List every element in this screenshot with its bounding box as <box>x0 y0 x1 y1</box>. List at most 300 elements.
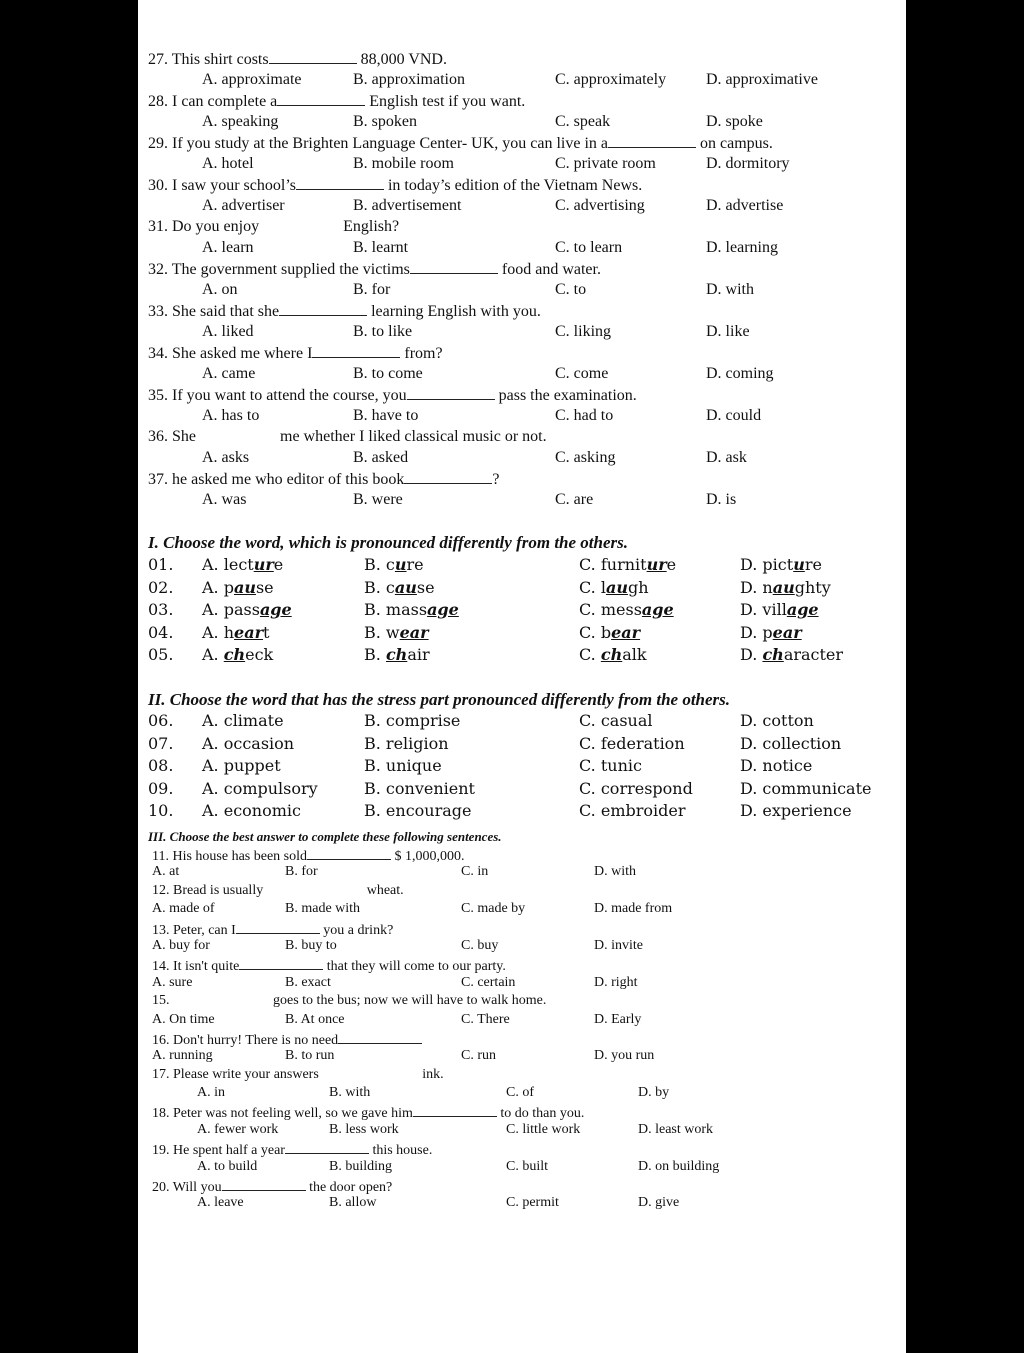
word-prefix: A. h <box>202 622 235 642</box>
pronunciation-row <box>148 578 888 601</box>
row-number: 07. <box>148 733 174 753</box>
question-line <box>148 344 888 365</box>
question-tail: the door open? <box>305 1180 393 1196</box>
answer-option[interactable]: C. private room <box>555 155 656 172</box>
question-tail: ink. <box>418 1066 444 1082</box>
underlined-sound: au <box>394 577 417 597</box>
word-prefix: C. <box>579 645 601 665</box>
answer-blank[interactable] <box>307 846 391 860</box>
pronunciation-row <box>148 600 888 623</box>
word-option[interactable] <box>202 600 292 619</box>
word-suffix: ghty <box>794 577 831 597</box>
answer-option[interactable]: D. coming <box>706 365 774 382</box>
word-suffix: e <box>273 555 284 574</box>
word-option[interactable] <box>579 600 674 619</box>
word-prefix: D. pict <box>740 555 794 574</box>
word-option[interactable] <box>202 578 274 597</box>
mc-section-27-37 <box>148 50 888 512</box>
part1-title: I. Choose the word, which is pronounced differently from the others. <box>148 533 628 552</box>
question-text <box>152 920 393 939</box>
question-line <box>148 176 888 197</box>
answer-option[interactable]: D. Early <box>594 1011 642 1027</box>
question-text <box>148 176 642 195</box>
options-line <box>148 197 888 218</box>
question-stem: 27. This shirt costs <box>148 51 269 68</box>
word-prefix: D. vill <box>740 600 787 620</box>
answer-option[interactable]: C. come <box>555 365 609 382</box>
answer-option[interactable]: C. There <box>461 1011 510 1027</box>
underlined-sound: ur <box>253 555 274 574</box>
answer-option[interactable]: A. On time <box>152 1011 215 1027</box>
answer-option[interactable]: B. to like <box>353 323 413 340</box>
question-stem: 20. Will you <box>152 1180 222 1196</box>
answer-blank[interactable] <box>608 134 696 148</box>
answer-option[interactable]: B. mobile room <box>353 155 454 172</box>
answer-option[interactable]: C. buy <box>461 937 499 953</box>
word-option[interactable]: A. compulsory <box>202 778 318 798</box>
answer-blank[interactable] <box>404 470 492 484</box>
options-line <box>148 155 888 176</box>
underlined-sound: au <box>605 577 628 597</box>
answer-option[interactable]: A. buy for <box>152 937 210 953</box>
word-prefix: A. pass <box>202 600 260 620</box>
word-prefix: C. l <box>579 577 606 597</box>
answer-option[interactable]: B. for <box>353 281 391 298</box>
answer-option[interactable]: A. made of <box>152 901 215 917</box>
answer-blank[interactable] <box>407 386 495 400</box>
pronunciation-row <box>148 623 888 646</box>
row-number: 09. <box>148 778 174 798</box>
underlined-sound: ch <box>385 645 408 665</box>
options-line <box>148 975 888 993</box>
question-stem: 15. <box>152 993 170 1009</box>
options-line <box>148 281 888 302</box>
answer-option[interactable]: B. less work <box>329 1121 399 1137</box>
answer-option[interactable]: A. in <box>197 1085 225 1101</box>
answer-option[interactable]: B. At once <box>285 1011 345 1027</box>
answer-blank[interactable] <box>269 50 357 64</box>
answer-option[interactable]: B. have to <box>353 407 419 424</box>
answer-option[interactable]: B. building <box>329 1158 393 1174</box>
options-line <box>148 1159 888 1177</box>
stress-row <box>148 734 888 757</box>
answer-option[interactable]: A. speaking <box>202 113 279 130</box>
word-option[interactable] <box>740 578 831 597</box>
question-text <box>148 50 447 69</box>
question-stem: 29. If you study at the Brighten Language Center- UK, you can live in a <box>148 135 608 152</box>
worksheet-page <box>138 0 906 1353</box>
question-text <box>148 92 525 111</box>
question-tail: to do than you. <box>496 1106 585 1122</box>
question-line <box>148 920 888 938</box>
word-prefix: B. c <box>364 555 395 574</box>
options-line <box>148 1085 888 1103</box>
word-option[interactable]: D. communicate <box>740 778 872 798</box>
answer-option[interactable]: C. approximately <box>555 71 667 88</box>
answer-option[interactable]: C. built <box>506 1158 549 1174</box>
answer-option[interactable]: C. are <box>555 491 594 508</box>
question-stem: 14. It isn't quite <box>152 959 240 975</box>
answer-option[interactable]: B. allow <box>329 1195 377 1211</box>
answer-option[interactable]: A. hotel <box>202 155 254 172</box>
question-line <box>148 1030 888 1048</box>
options-line <box>148 1012 888 1030</box>
answer-option[interactable]: A. advertiser <box>202 197 285 214</box>
stress-row <box>148 711 888 734</box>
question-line <box>148 428 888 449</box>
part3-items <box>148 846 888 1214</box>
word-option[interactable] <box>364 578 435 597</box>
row-number: 03. <box>148 600 174 620</box>
question-text <box>148 260 601 279</box>
answer-blank[interactable] <box>296 176 384 190</box>
answer-option[interactable]: D. invite <box>594 937 643 953</box>
question-line <box>148 1067 888 1085</box>
question-text <box>148 302 541 321</box>
answer-option[interactable]: D. advertise <box>706 197 784 214</box>
pronunciation-row <box>148 555 888 578</box>
options-line <box>148 1195 888 1213</box>
question-line <box>148 134 888 155</box>
answer-option[interactable]: B. for <box>285 864 318 880</box>
answer-option[interactable]: D. you run <box>594 1048 655 1064</box>
word-option[interactable] <box>740 555 822 574</box>
word-prefix: C. furnit <box>579 555 647 574</box>
word-prefix: B. mass <box>364 600 428 620</box>
stress-row <box>148 801 888 824</box>
answer-option[interactable]: D. is <box>706 491 737 508</box>
word-option[interactable] <box>202 623 269 642</box>
question-line <box>148 50 888 71</box>
word-prefix: C. b <box>579 622 612 642</box>
question-line <box>148 956 888 974</box>
word-option[interactable] <box>364 555 424 574</box>
question-text <box>152 1030 422 1049</box>
answer-option[interactable]: C. advertising <box>555 197 645 214</box>
question-text <box>152 846 465 865</box>
answer-option[interactable]: C. liking <box>555 323 612 340</box>
word-option[interactable]: D. cotton <box>740 711 814 730</box>
question-text <box>148 428 547 446</box>
question-text <box>152 883 404 899</box>
word-option[interactable] <box>364 645 430 664</box>
underlined-sound: age <box>786 600 819 620</box>
answer-option[interactable]: D. dormitory <box>706 155 790 172</box>
answer-option[interactable]: A. asks <box>202 449 250 466</box>
question-text <box>148 344 443 363</box>
word-prefix: A. <box>202 645 224 665</box>
underlined-sound: age <box>259 600 292 620</box>
word-suffix: t <box>263 622 270 642</box>
question-tail: learning English with you. <box>367 303 541 320</box>
question-text <box>152 1140 432 1159</box>
word-option[interactable] <box>740 645 843 664</box>
options-line <box>148 1122 888 1140</box>
answer-option[interactable]: B. to come <box>353 365 423 382</box>
part1-rows <box>148 555 888 668</box>
question-stem: 12. Bread is usually <box>152 882 264 898</box>
word-suffix: aracter <box>783 645 844 665</box>
question-stem: 30. I saw your school’s <box>148 177 296 194</box>
answer-option[interactable]: A. came <box>202 365 256 382</box>
question-tail: food and water. <box>497 261 601 278</box>
options-line <box>148 323 888 344</box>
word-option[interactable]: C. tunic <box>579 756 642 776</box>
answer-option[interactable]: A. at <box>152 864 180 880</box>
question-line <box>148 883 888 901</box>
word-option[interactable] <box>364 600 459 619</box>
underlined-sound: ch <box>600 645 623 665</box>
answer-option[interactable]: C. made by <box>461 901 526 917</box>
question-tail: 88,000 VND. <box>356 51 447 68</box>
word-option[interactable]: C. federation <box>579 733 685 753</box>
answer-option[interactable]: B. asked <box>353 449 409 466</box>
answer-option[interactable]: D. like <box>706 323 750 340</box>
question-line <box>148 1177 888 1195</box>
question-tail: pass the examination. <box>494 387 637 404</box>
underlined-sound: ur <box>646 555 667 574</box>
answer-option[interactable]: B. to run <box>285 1048 335 1064</box>
question-stem: 33. She said that she <box>148 303 280 320</box>
underlined-sound: age <box>641 600 674 620</box>
answer-blank[interactable] <box>413 1103 497 1117</box>
answer-option[interactable]: A. has to <box>202 407 260 424</box>
question-tail: ? <box>492 471 500 488</box>
answer-blank[interactable] <box>277 92 365 106</box>
word-option[interactable]: C. correspond <box>579 778 693 798</box>
answer-option[interactable]: C. speak <box>555 113 611 130</box>
row-number: 10. <box>148 801 174 821</box>
word-suffix: re <box>406 555 424 574</box>
word-option[interactable] <box>202 555 283 574</box>
question-text <box>148 218 399 236</box>
answer-option[interactable]: A. on <box>202 281 238 298</box>
question-stem: 37. he asked me who editor of this book <box>148 471 405 488</box>
answer-option[interactable]: D. learning <box>706 239 778 256</box>
word-option[interactable]: B. comprise <box>364 711 461 730</box>
word-option[interactable]: B. convenient <box>364 778 475 798</box>
answer-option[interactable]: B. learnt <box>353 239 409 256</box>
question-tail: $ 1,000,000. <box>391 849 465 864</box>
question-stem: 31. Do you enjoy <box>148 218 260 235</box>
pronunciation-row <box>148 645 888 668</box>
answer-option[interactable]: D. by <box>638 1085 670 1101</box>
underlined-sound: age <box>427 600 459 620</box>
answer-blank[interactable] <box>222 1177 306 1191</box>
word-option[interactable] <box>579 578 649 597</box>
answer-option[interactable]: D. approximative <box>706 71 818 88</box>
row-number: 04. <box>148 622 174 642</box>
answer-blank[interactable] <box>338 1030 422 1044</box>
answer-option[interactable]: C. to <box>555 281 587 298</box>
word-option[interactable]: C. embroider <box>579 801 686 821</box>
question-line <box>148 1140 888 1158</box>
word-prefix: D. p <box>740 622 773 642</box>
answer-option[interactable]: B. exact <box>285 974 331 990</box>
word-suffix: air <box>407 645 430 665</box>
question-stem: 36. She <box>148 428 196 445</box>
word-prefix: A. lect <box>202 555 254 574</box>
question-line <box>148 386 888 407</box>
question-text <box>152 993 546 1009</box>
answer-option[interactable]: D. could <box>706 407 762 424</box>
word-option[interactable]: B. unique <box>364 756 442 776</box>
answer-blank[interactable] <box>312 344 400 358</box>
question-tail: this house. <box>368 1143 433 1159</box>
word-option[interactable]: B. religion <box>364 733 449 753</box>
answer-option[interactable]: B. advertisement <box>353 197 462 214</box>
question-stem: 17. Please write your answers <box>152 1066 319 1082</box>
word-prefix: D. n <box>740 577 773 597</box>
question-stem: 18. Peter was not feeling well, so we gave him <box>152 1106 413 1122</box>
word-option[interactable]: A. economic <box>202 801 301 821</box>
question-tail: wheat. <box>363 882 404 898</box>
answer-option[interactable]: A. leave <box>197 1195 244 1211</box>
answer-option[interactable]: A. to build <box>197 1158 258 1174</box>
answer-option[interactable]: A. liked <box>202 323 254 340</box>
answer-option[interactable]: D. least work <box>638 1121 714 1137</box>
answer-option[interactable]: D. on building <box>638 1158 720 1174</box>
answer-option[interactable]: C. in <box>461 864 489 880</box>
underlined-sound: ear <box>234 622 264 642</box>
word-suffix: gh <box>627 577 649 597</box>
answer-blank[interactable] <box>410 260 498 274</box>
answer-option[interactable]: D. give <box>638 1195 680 1211</box>
underlined-sound: ch <box>223 645 246 665</box>
word-prefix: B. c <box>364 577 395 597</box>
answer-option[interactable]: D. right <box>594 974 638 990</box>
answer-option[interactable]: D. ask <box>706 449 747 466</box>
answer-option[interactable]: A. learn <box>202 239 254 256</box>
answer-option[interactable]: B. made with <box>285 901 361 917</box>
question-line <box>148 218 888 239</box>
answer-blank[interactable] <box>239 956 323 970</box>
question-text <box>152 1067 444 1083</box>
question-tail: English? <box>339 218 400 235</box>
answer-option[interactable]: A. fewer work <box>197 1121 279 1137</box>
row-number: 01. <box>148 555 174 574</box>
word-suffix: e <box>666 555 677 574</box>
row-number: 05. <box>148 645 174 665</box>
answer-option[interactable]: D. made from <box>594 901 673 917</box>
row-number: 02. <box>148 577 174 597</box>
answer-option[interactable]: C. certain <box>461 974 516 990</box>
row-number: 06. <box>148 711 174 730</box>
answer-option[interactable]: D. with <box>594 864 636 880</box>
word-option[interactable]: A. climate <box>202 711 284 730</box>
word-option[interactable]: D. notice <box>740 756 813 776</box>
word-option[interactable] <box>202 645 273 664</box>
question-stem: 19. He spent half a year <box>152 1143 285 1159</box>
question-tail: on campus. <box>696 135 773 152</box>
question-tail: from? <box>400 345 443 362</box>
word-prefix: D. <box>740 645 763 665</box>
word-option[interactable]: A. occasion <box>202 733 295 753</box>
underlined-sound: u <box>394 555 407 574</box>
word-option[interactable] <box>579 555 676 574</box>
answer-option[interactable]: C. had to <box>555 407 614 424</box>
row-number: 08. <box>148 756 174 776</box>
underlined-sound: ear <box>399 622 429 642</box>
options-line <box>148 491 888 512</box>
word-prefix: B. <box>364 645 386 665</box>
answer-option[interactable]: B. spoken <box>353 113 417 130</box>
underlined-sound: ear <box>772 622 802 642</box>
stress-row <box>148 756 888 779</box>
options-line <box>148 938 888 956</box>
question-text <box>148 134 773 153</box>
part3-title: III. Choose the best answer to complete these following sentences. <box>148 829 502 844</box>
question-stem: 16. Don't hurry! There is no need <box>152 1032 339 1048</box>
word-suffix: se <box>255 577 274 597</box>
answer-option[interactable]: B. buy to <box>285 937 337 953</box>
question-stem: 28. I can complete a <box>148 93 278 110</box>
answer-option[interactable]: C. permit <box>506 1195 559 1211</box>
part2-title: II. Choose the word that has the stress part pronounced differently from the others. <box>148 690 731 709</box>
word-option[interactable]: D. experience <box>740 801 852 821</box>
underlined-sound: au <box>772 577 795 597</box>
answer-option[interactable]: A. sure <box>152 974 193 990</box>
question-text <box>152 1103 584 1122</box>
question-stem: 11. His house has been sold <box>152 849 308 864</box>
answer-option[interactable]: B. approximation <box>353 71 465 88</box>
answer-option[interactable]: C. of <box>506 1085 534 1101</box>
word-option[interactable]: D. collection <box>740 733 842 753</box>
word-suffix: eck <box>245 645 274 665</box>
question-text <box>152 1177 392 1196</box>
question-tail: you a drink? <box>319 922 394 938</box>
question-line <box>148 846 888 864</box>
underlined-sound: ch <box>762 645 784 665</box>
answer-option[interactable]: C. little work <box>506 1121 581 1137</box>
answer-option[interactable]: D. with <box>706 281 754 298</box>
answer-option[interactable]: A. was <box>202 491 247 508</box>
answer-blank[interactable] <box>285 1140 369 1154</box>
options-line <box>148 407 888 428</box>
word-option[interactable] <box>740 600 819 619</box>
options-line <box>148 449 888 470</box>
answer-option[interactable]: C. to learn <box>555 239 623 256</box>
answer-option[interactable]: A. approximate <box>202 71 302 88</box>
question-text <box>148 470 500 489</box>
answer-option[interactable]: B. were <box>353 491 403 508</box>
options-line <box>148 864 888 882</box>
word-option[interactable]: C. casual <box>579 711 653 730</box>
word-option[interactable] <box>364 623 429 642</box>
word-option[interactable] <box>579 623 640 642</box>
answer-option[interactable]: B. with <box>329 1085 371 1101</box>
question-stem: 35. If you want to attend the course, you <box>148 387 407 404</box>
word-prefix: A. p <box>202 577 234 597</box>
word-option[interactable] <box>740 623 802 642</box>
answer-option[interactable]: D. spoke <box>706 113 763 130</box>
answer-blank[interactable] <box>279 302 367 316</box>
word-option[interactable] <box>579 645 647 664</box>
question-tail: goes to the bus; now we will have to walk home. <box>269 993 547 1009</box>
answer-option[interactable]: C. asking <box>555 449 616 466</box>
options-line <box>148 901 888 919</box>
underlined-sound: ear <box>611 622 641 642</box>
question-line <box>148 260 888 281</box>
answer-option[interactable]: C. run <box>461 1048 496 1064</box>
word-option[interactable]: B. encourage <box>364 801 472 821</box>
options-line <box>148 239 888 260</box>
word-suffix: se <box>416 577 435 597</box>
word-option[interactable]: A. puppet <box>202 756 281 776</box>
answer-option[interactable]: A. running <box>152 1048 213 1064</box>
answer-blank[interactable] <box>236 920 320 934</box>
question-tail: me whether I liked classical music or not. <box>276 428 547 445</box>
